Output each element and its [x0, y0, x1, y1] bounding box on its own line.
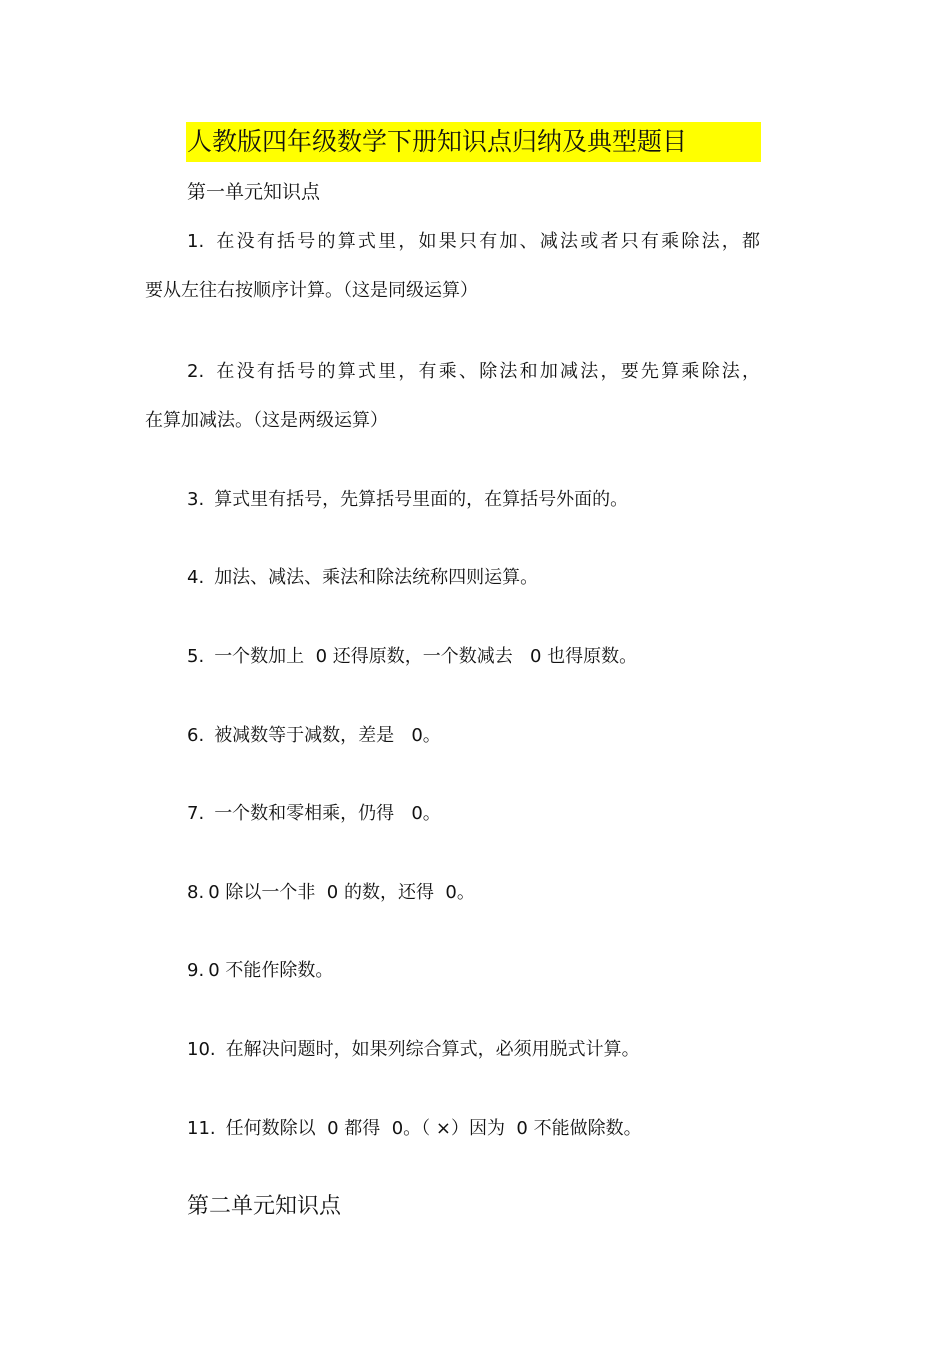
item-number: 10. — [187, 1039, 216, 1060]
item-text: 任何数除以 0 都得 0。（ ×）因为 0 不能做除数。 — [225, 1118, 642, 1139]
knowledge-item-4 — [145, 564, 760, 592]
item-number: 5. — [187, 646, 205, 667]
knowledge-item-5 — [145, 643, 760, 671]
document-title: 人教版四年级数学下册知识点归纳及典型题目 — [187, 127, 688, 156]
item-number: 2. — [187, 361, 205, 382]
knowledge-item-3 — [145, 486, 760, 514]
item-text: 在没有括号的算式里，有乘、除法和加减法，要先算乘除法， — [214, 361, 760, 382]
knowledge-item-8 — [145, 879, 760, 907]
item-text: 0 不能作除数。 — [208, 960, 334, 981]
knowledge-item-11 — [145, 1115, 760, 1143]
item-number: 8. — [187, 882, 205, 903]
item-text: 一个数加上 0 还得原数，一个数减去 0 也得原数。 — [214, 646, 638, 667]
item-text-continued: 要从左往右按顺序计算。（这是同级运算） — [145, 280, 478, 301]
item-text: 算式里有括号，先算括号里面的，在算括号外面的。 — [214, 489, 629, 510]
knowledge-item-6 — [145, 722, 760, 750]
section-heading-unit-1: 第一单元知识点 — [187, 181, 321, 203]
item-number: 7. — [187, 803, 205, 824]
knowledge-item-1 — [145, 228, 760, 305]
item-number: 6. — [187, 725, 205, 746]
knowledge-item-2 — [145, 358, 760, 435]
item-text-continued: 在算加减法。（这是两级运算） — [145, 410, 388, 431]
item-number: 1. — [187, 231, 205, 252]
section-heading-unit-2: 第二单元知识点 — [187, 1194, 342, 1219]
item-text: 一个数和零相乘，仍得 0。 — [214, 803, 441, 824]
item-number: 9. — [187, 960, 205, 981]
item-text: 在没有括号的算式里，如果只有加、减法或者只有乘除法，都 — [214, 231, 760, 252]
item-number: 3. — [187, 489, 205, 510]
knowledge-item-9 — [145, 957, 760, 985]
item-text: 在解决问题时，如果列综合算式，必须用脱式计算。 — [225, 1039, 640, 1060]
knowledge-item-7 — [145, 800, 760, 828]
knowledge-item-10 — [145, 1036, 760, 1064]
item-text: 加法、减法、乘法和除法统称四则运算。 — [214, 567, 539, 588]
item-text: 被减数等于减数，差是 0。 — [214, 725, 441, 746]
item-number: 4. — [187, 567, 205, 588]
item-text: 0 除以一个非 0 的数，还得 0。 — [208, 882, 475, 903]
item-number: 11. — [187, 1118, 216, 1139]
